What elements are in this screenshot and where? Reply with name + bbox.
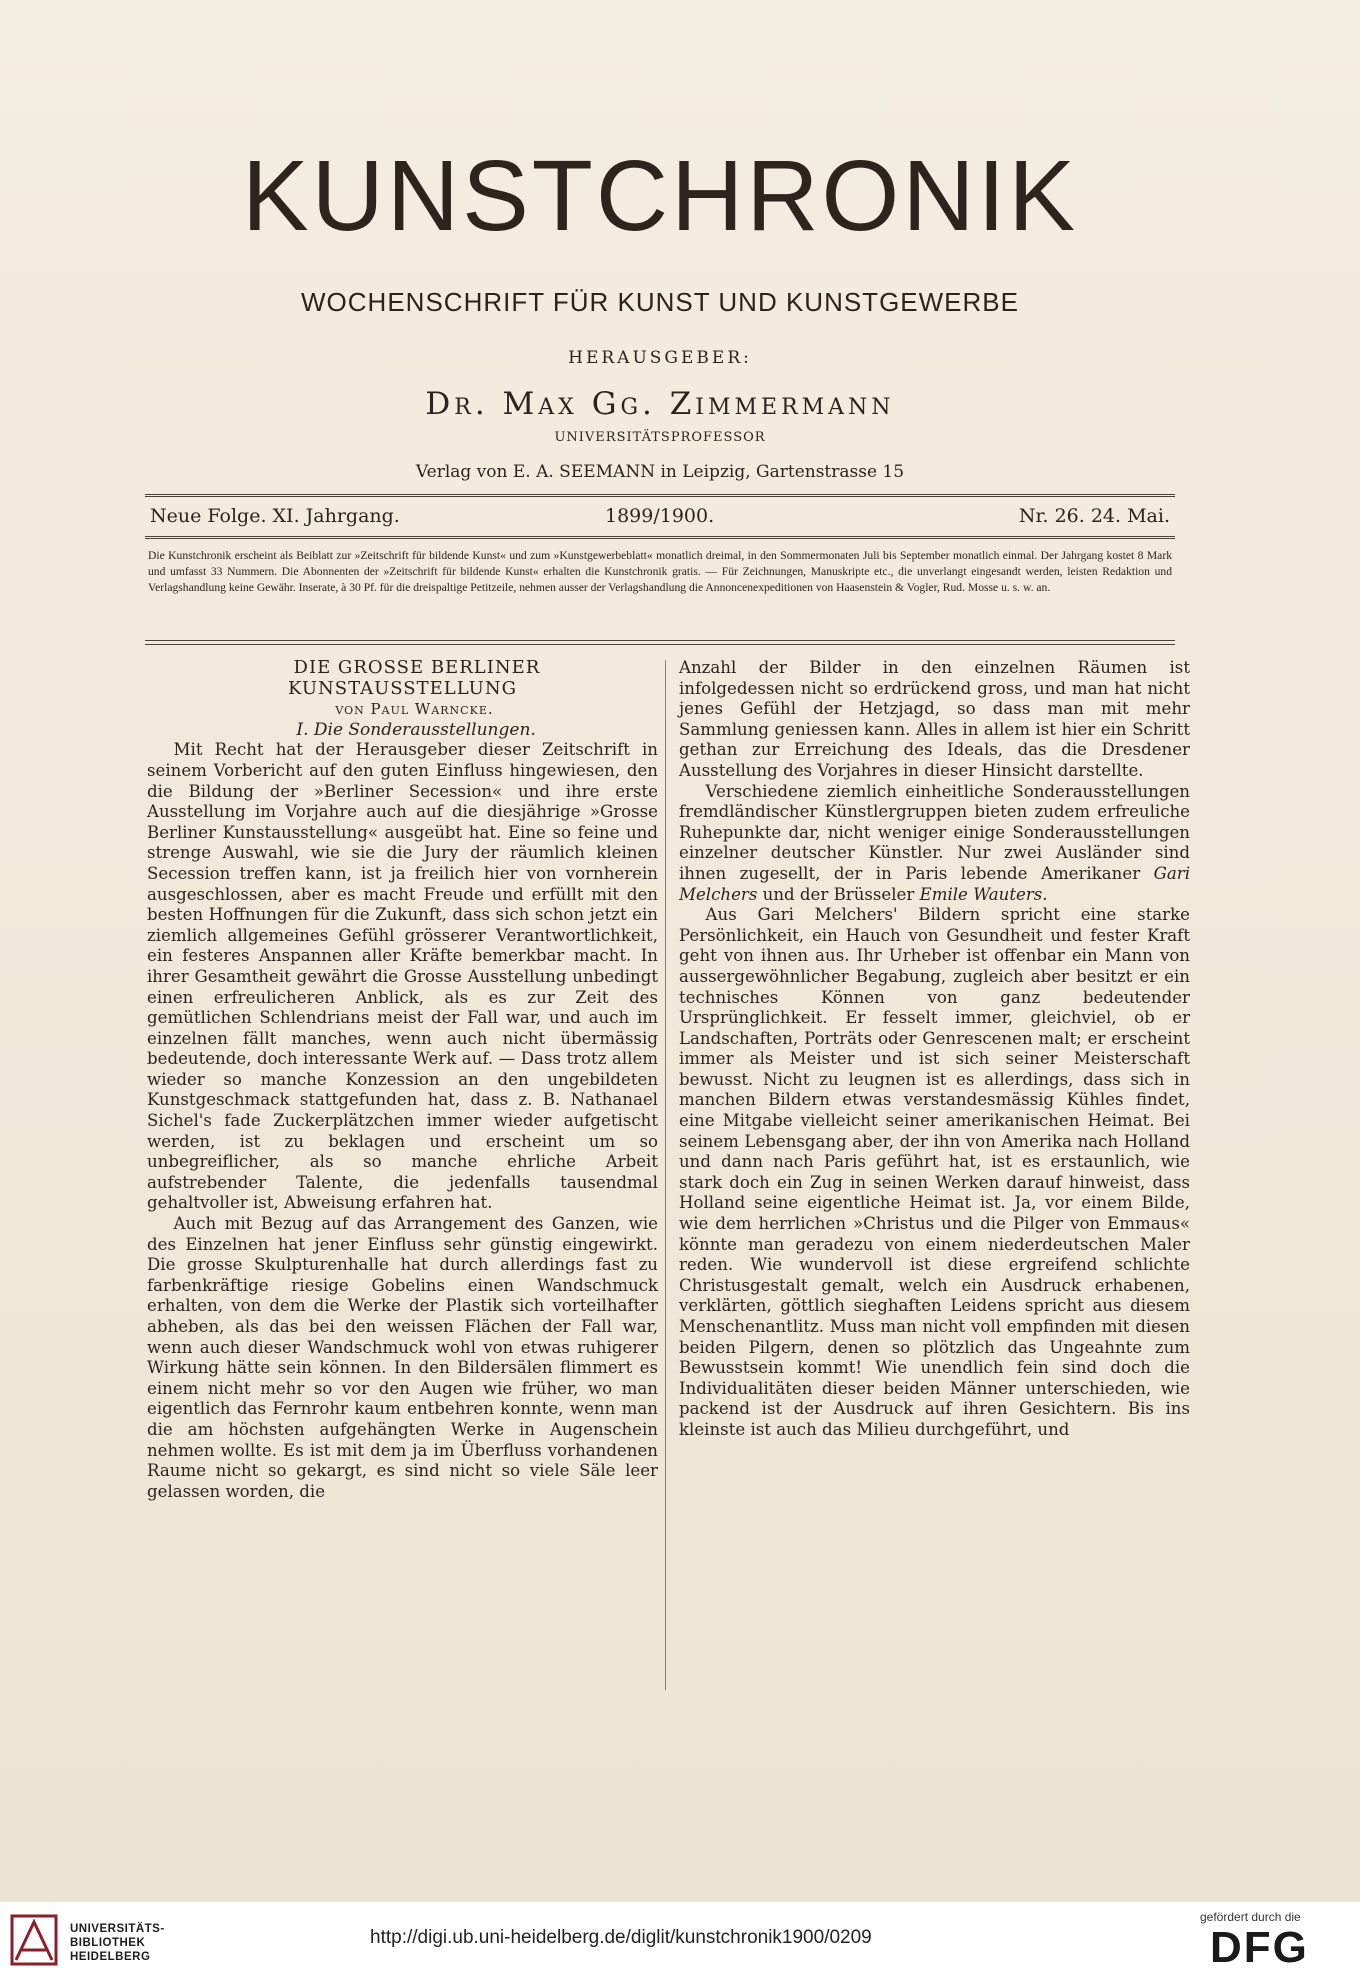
article-paragraph: Anzahl der Bilder in den einzelnen Räumen ist infolgedessen nicht so erdrückend gross, und man hat nicht jenes Gefühl der Hetzjagd, so dass man mit mehr Sammlung geniessen kann. Alles in allem ist hier ein Schritt gethan zur Erreichung des Ideals, das die Dresdener Ausstellung des Vorjahres in dieser Hinsicht darstellte. [679, 658, 1190, 780]
publisher-line: Verlag von E. A. SEEMANN in Leipzig, Gartenstrasse 15 [415, 462, 905, 482]
library-line: BIBLIOTHEK [70, 1937, 146, 1949]
digital-copy-link[interactable]: http://digi.ub.uni-heidelberg.de/diglit/kunstchronik1900/0209 [370, 1927, 872, 1948]
funded-by-label: gefördert durch die [1200, 1910, 1301, 1924]
issue-line [150, 505, 1170, 531]
issue-year: 1899/1900. [605, 505, 715, 527]
artist-name: Emile Wauters. [919, 884, 1048, 904]
dfg-logo: DFG [1210, 1923, 1309, 1972]
article-column-right [679, 658, 1190, 1441]
university-seal-icon [8, 1910, 60, 1970]
issue-series: Neue Folge. XI. Jahrgang. [150, 505, 400, 527]
article-paragraph: Mit Recht hat der Herausgeber dieser Zeitschrift in seinem Vorbericht auf den guten Einfluss hingewiesen, den die Bildung der »Berliner Secession« und ihre erste Ausstellung im Vorjahre auch auf die diesjährige »Grosse Berliner Kunstausstellung« ausgeübt hat. Eine so feine und strenge Auswahl, wie sie die Jury der räumlich kleinen Secession treffen kann, ist ja freilich hier von vornherein ausgeschlossen, aber es macht Freude und erfüllt mit den besten Hoffnungen für die Zukunft, dass sich schon jetzt ein ziemlich allgemeines Gefühl grösserer Verantwortlichkeit, ein festeres Anspannen aller Kräfte bemerkbar macht. In ihrer Gesamtheit gewährt die Grosse Ausstellung unbedingt einen erfreulicheren Anblick, als es zur Zeit des gemütlichen Schlendrians meist der Fall war, und auch im einzelnen fällt manches, wenn auch nicht übermässig bedeutende, doch interessante Werk auf. — Dass trotz allem wieder so manche Konzession an den ungebildeten Kunstgeschmack stattgefunden hat, dass z. B. Nathanael Sichel's fade Zuckerplätzchen immer wieder aufgetischt werden, ist zu beklagen und erscheint um so unbegreiflicher, als so manche ehrliche Arbeit aufstrebender Talente, die jedenfalls tausendmal gehaltvoller ist, Abweisung erfahren hat. [147, 740, 658, 1213]
header-rule-top [145, 494, 1175, 497]
subscription-notice: Die Kunstchronik erscheint als Beiblatt zur »Zeitschrift für bildende Kunst« und zum »Kunstgewerbeblatt« monatlich dreimal, in den Sommermonaten Juli bis September monatlich einmal. Der Jahrgang kostet 8 Mark und umfasst 33 Nummern. Die Abonnenten der »Zeitschrift für bildende Kunst« erhalten die Kunstchronik gratis. — Für Zeichnungen, Manuskripte etc., die unverlangt eingesandt werden, leisten Redaktion und Verlagshandlung keine Gewähr. Inserate, à 30 Pf. für die dreispaltige Petitzeile, nehmen ausser der Verlagshandlung die Annoncenexpeditionen von Haasenstein & Vogler, Rud. Mosse u. s. w. an. [148, 549, 1172, 594]
issue-number-date: Nr. 26. 24. Mai. [1018, 505, 1170, 527]
notice-rule [145, 640, 1175, 641]
article-title: DIE GROSSE BERLINER KUNSTAUSSTELLUNG [288, 657, 541, 699]
editor-name: Dr. Max Gg. Zimmermann [425, 386, 895, 422]
article-paragraph: Aus Gari Melchers' Bildern spricht eine starke Persönlichkeit, ein Hauch von Gesundheit und fester Kraft geht von ihnen aus. Ihr Urheber ist offenbar ein Mann von aussergewöhnlicher Begabung, zugleich aber besitzt er ein technisches Können von ganz bedeutender Ursprünglichkeit. Er fesselt immer, gleichviel, ob er Landschaften, Porträts oder Genrescenen malt; er erscheint immer als Meister und ist sich seiner Meisterschaft bewusst. Nicht zu leugnen ist es allerdings, dass sich in manchen Bildern etwas verstandesmässig Kühles findet, eine Mitgabe vielleicht seiner amerikanischen Heimat. Bei seinem Lebensgang aber, der ihn von Amerika nach Holland und dann nach Paris geführt hat, ist es erstaunlich, wie stark doch ein Zug in seinen Werken darauf hinweist, dass Holland seine eigentliche Heimat ist. Ja, vor einem Bilde, wie dem herrlichen »Christus und die Pilger von Emmaus« könnte man geradezu von einem niederdeutschen Maler reden. Wie wundervoll ist diese ergreifend schlichte Christusgestalt gemalt, welch ein Ausdruck erhabenen, verklärten, göttlich sieghaften Leidens spricht aus diesem Menschenantlitz. Muss man nicht voll empfinden mit diesen beiden Pilgern, denen so plötzlich das Ungeahnte zum Bewusstsein kommt! Wie unendlich fein sind doch die Individualitäten dieser beiden Männer unterschieden, wie packend ist der Ausdruck auf ihren Gesichtern. Bis ins kleinste ist auch das Milieu durchgeführt, und [679, 905, 1190, 1439]
masthead-subtitle: WOCHENSCHRIFT FÜR KUNST UND KUNSTGEWERBE [301, 287, 1019, 317]
header-rule-bottom [145, 536, 1175, 539]
editor-title: UNIVERSITÄTSPROFESSOR [554, 430, 766, 445]
herausgeber-label: HERAUSGEBER: [568, 348, 752, 368]
artist-name: Gari Melchers [679, 863, 1190, 904]
library-name [70, 1922, 165, 1964]
article-column-left [147, 658, 658, 1502]
masthead-title: KUNSTCHRONIK [241, 140, 1079, 252]
library-line: UNIVERSITÄTS- [70, 1923, 165, 1935]
notice-rule-2 [145, 644, 1175, 645]
paragraph-text: und der Brüsseler [762, 884, 915, 904]
article-author: von Paul Warncke. [335, 700, 494, 719]
library-line: HEIDELBERG [70, 1951, 151, 1963]
column-divider [665, 660, 666, 1690]
article-paragraph [679, 782, 1190, 906]
paragraph-text: Verschiedene ziemlich einheitliche Sonderausstellungen fremdländischer Künstlergruppen bieten zudem erfreuliche Ruhepunkte dar, nicht weniger einige Sonderausstellungen einzelner deutscher Künstler. Nur zwei Ausländer sind ihnen zugesellt, der in Paris lebende Amerikaner [679, 781, 1190, 883]
article-section-heading: I. Die Sonderausstellungen. [296, 719, 536, 740]
article-paragraph: Auch mit Bezug auf das Arrangement des Ganzen, wie des Einzelnen hat jener Einfluss sehr günstig eingewirkt. Die grosse Skulpturenhalle hat durch allerdings fast zu farbenkräftige riesige Gobelins einen Wandschmuck erhalten, von dem die Werke der Plastik sich vorteilhafter abheben, als das bei den weissen Flächen der Fall war, wenn auch dieser Wandschmuck wohl von etwas ruhigerer Wirkung hätte sein können. In den Bildersälen flimmert es einem nicht mehr so vor den Augen wie früher, wo man eigentlich das Fernrohr kaum entbehren konnte, wenn man die am höchsten aufgehängten Werke in Augenschein nehmen wollte. Es ist mit dem ja im Überfluss vorhandenen Raume nicht so gekargt, es sind nicht so viele Säle leer gelassen worden, die [147, 1214, 658, 1501]
